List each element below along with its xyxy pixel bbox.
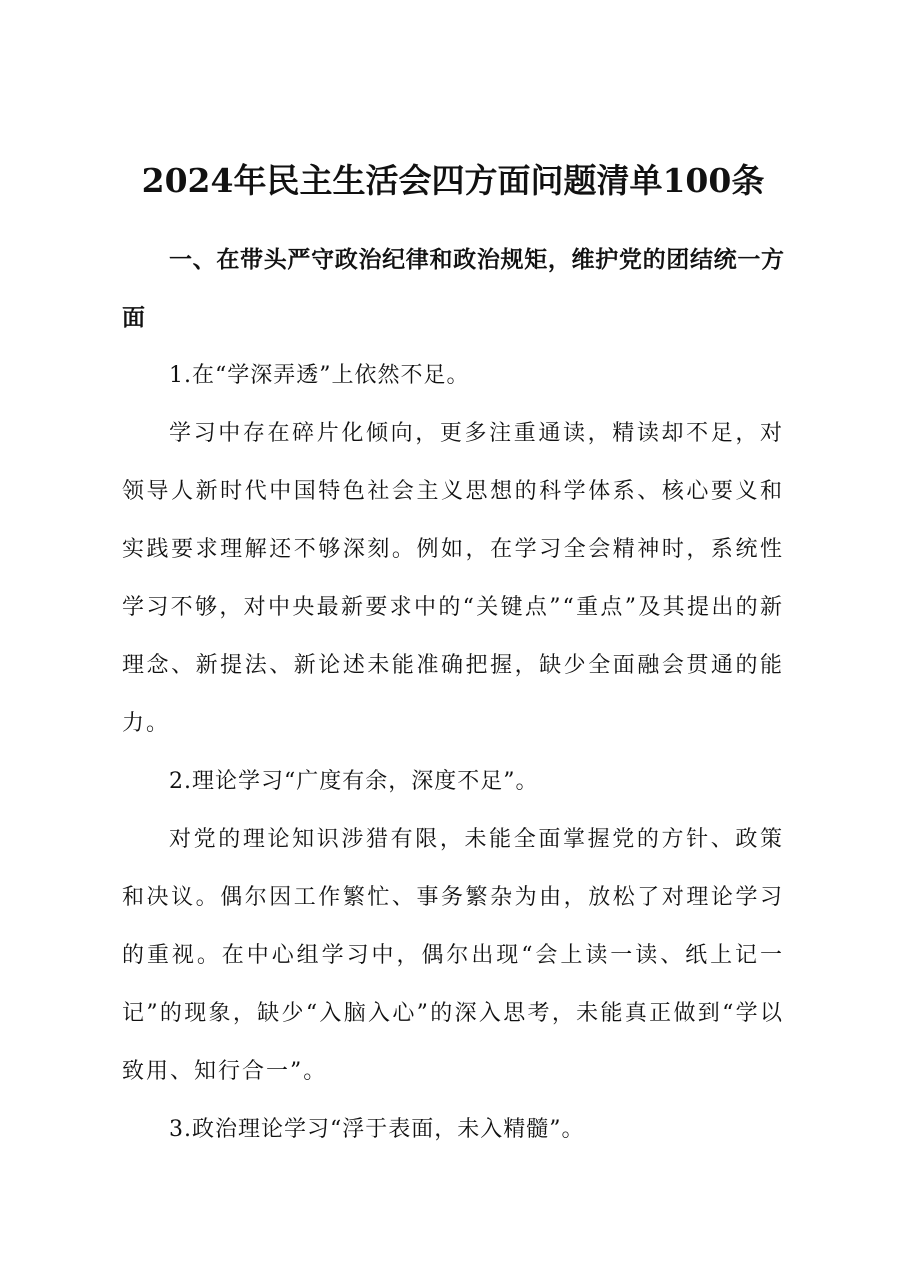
- item-title-1: 1.在“学深弄透”上依然不足。: [169, 363, 470, 388]
- section-heading: 一、在带头严守政治纪律和政治规矩，维护党的团结统一方面: [122, 247, 784, 331]
- document-title: 2024年民主生活会四方面问题清单100条: [141, 161, 765, 200]
- item-body-1: 学习中存在碎片化倾向，更多注重通读，精读却不足，对领导人新时代中国特色社会主义思想的科学体系、核心要义和实践要求理解还不够深刻。例如，在学习全会精神时，系统性学习不够，对中央最新要求中的“关键点”“重点”及其提出的新理念、新提法、新论述未能准确把握，缺少全面融会贯通的能力。: [122, 421, 784, 736]
- item-body-2: 对党的理论知识涉猎有限，未能全面掌握党的方针、政策和决议。偶尔因工作繁忙、事务繁杂为由，放松了对理论学习的重视。在中心组学习中，偶尔出现“会上读一读、纸上记一记”的现象，缺少“入脑入心”的深入思考，未能真正做到“学以致用、知行合一”。: [122, 827, 784, 1084]
- item-title-2: 2.理论学习“广度有余，深度不足”。: [169, 769, 539, 794]
- document-content: [122, 155, 784, 1159]
- item-title-3: 3.政治理论学习“浮于表面，未入精髓”。: [169, 1117, 585, 1142]
